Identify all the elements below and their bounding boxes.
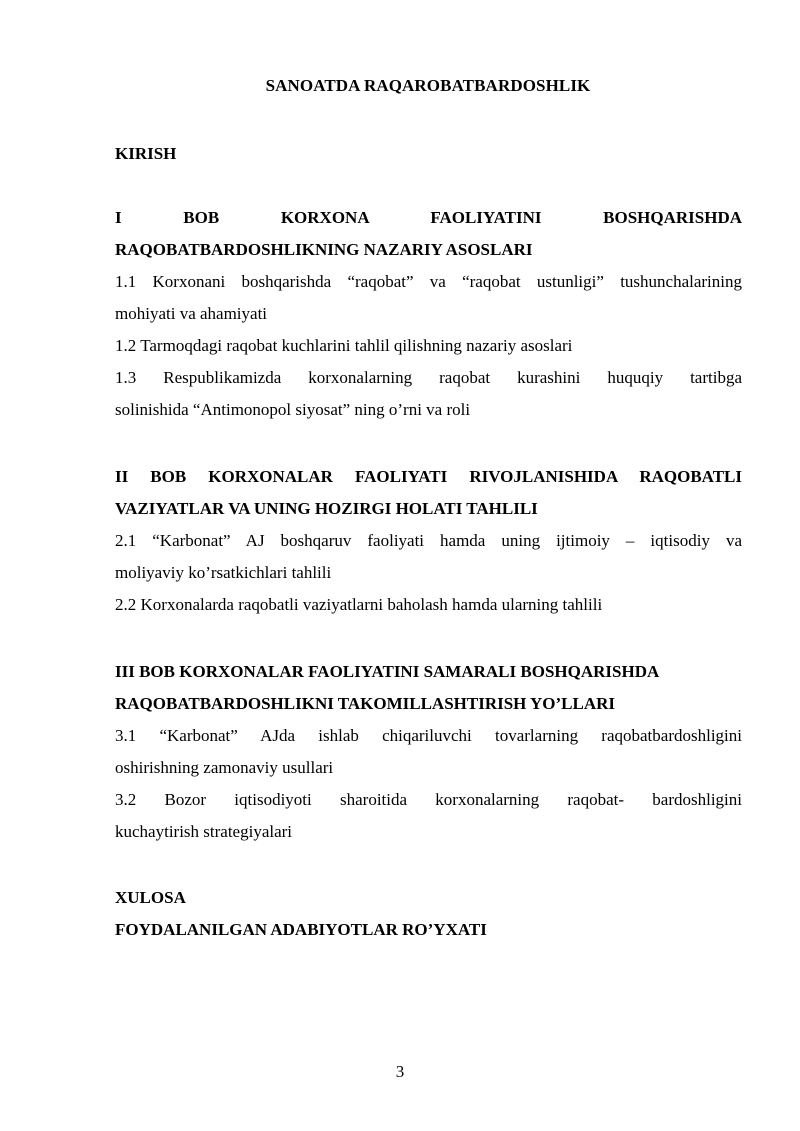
section-1-3-line1: 1.3 Respublikamizda korxonalarning raqobat kurashini huquqiy tartibga xyxy=(115,368,742,387)
section-2-1-line1: 2.1 “Karbonat” AJ boshqaruv faoliyati hamda uning ijtimoiy – iqtisodiy va xyxy=(115,531,742,550)
toc-entry-xulosa: XULOSA xyxy=(115,888,186,907)
document-title: SANOATDA RAQAROBATBARDOSHLIK xyxy=(265,76,591,95)
chapter-1-heading-line2: RAQOBATBARDOSHLIKNING NAZARIY ASOSLARI xyxy=(115,240,533,259)
section-2-1-line2: moliyaviy ko’rsatkichlari tahlili xyxy=(115,563,332,582)
toc-chapter-1 xyxy=(115,202,742,426)
section-3-2-line2: kuchaytirish strategiyalari xyxy=(115,822,293,841)
section-1-3-line2: solinishida “Antimonopol siyosat” ning o’rni va roli xyxy=(115,400,471,419)
toc-entry-bibliography: FOYDALANILGAN ADABIYOTLAR RO’YXATI xyxy=(115,920,487,939)
page-number: 3 xyxy=(395,1062,405,1081)
section-1-2: 1.2 Tarmoqdagi raqobat kuchlarini tahlil qilishning nazariy asoslari xyxy=(115,336,573,355)
chapter-1-heading-line1: I BOB KORXONA FAOLIYATINI BOSHQARISHDA xyxy=(115,208,742,227)
section-3-1-line2: oshirishning zamonaviy usullari xyxy=(115,758,334,777)
section-3-2-line1: 3.2 Bozor iqtisodiyoti sharoitida korxonalarning raqobat- bardoshligini xyxy=(115,790,742,809)
toc-chapter-2 xyxy=(115,461,742,621)
section-1-1-line1: 1.1 Korxonani boshqarishda “raqobat” va “raqobat ustunligi” tushunchalarining xyxy=(115,272,742,291)
section-2-2: 2.2 Korxonalarda raqobatli vaziyatlarni baholash hamda ularning tahlili xyxy=(115,595,603,614)
chapter-2-heading-line1: II BOB KORXONALAR FAOLIYATI RIVOJLANISHIDA RAQOBATLI xyxy=(115,467,742,486)
chapter-3-heading-line1: III BOB KORXONALAR FAOLIYATINI SAMARALI BOSHQARISHDA xyxy=(115,662,660,681)
section-1-1-line2: mohiyati va ahamiyati xyxy=(115,304,268,323)
toc-chapter-3 xyxy=(115,656,742,848)
toc-entry-kirish: KIRISH xyxy=(115,144,177,163)
chapter-2-heading-line2: VAZIYATLAR VA UNING HOZIRGI HOLATI TAHLILI xyxy=(115,499,538,518)
toc-closing xyxy=(115,882,742,946)
chapter-3-heading-line2: RAQOBATBARDOSHLIKNI TAKOMILLASHTIRISH YO’LLARI xyxy=(115,694,616,713)
section-3-1-line1: 3.1 “Karbonat” AJda ishlab chiqariluvchi tovarlarning raqobatbardoshligini xyxy=(115,726,742,745)
